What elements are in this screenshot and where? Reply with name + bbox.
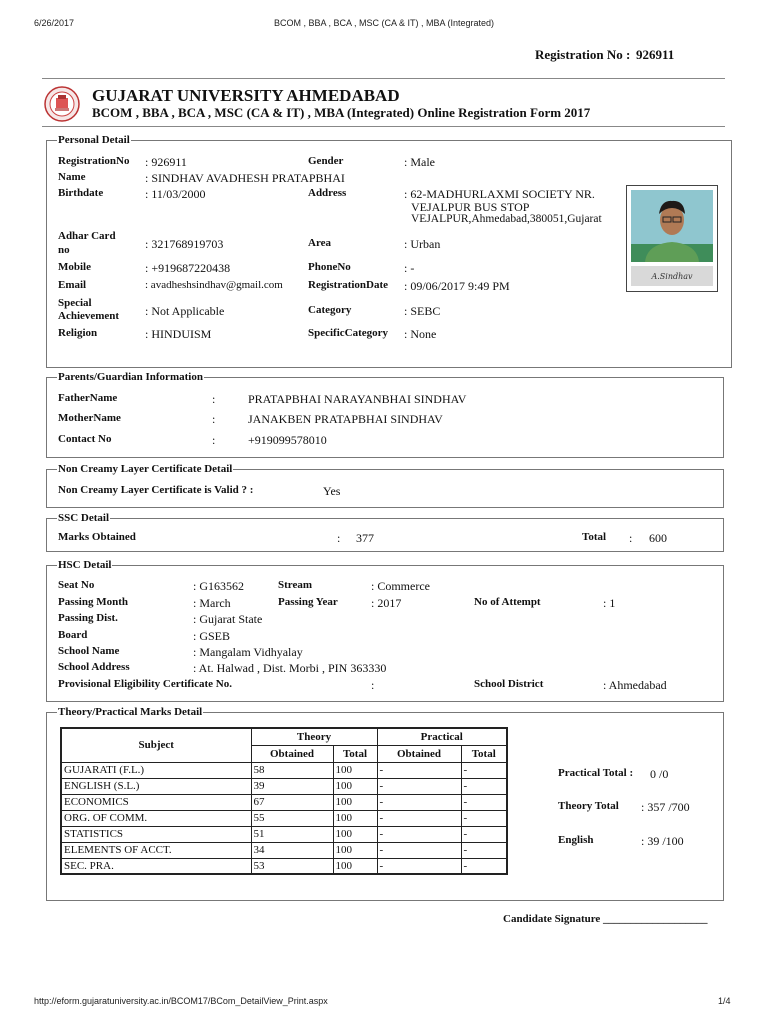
obtained-cell: 58 [251,762,333,778]
form-title: BCOM , BBA , BCA , MSC (CA & IT) , MBA (Integrated) Online Registration Form 2017 [92,105,591,120]
registration-no-label: RegistrationNo [58,155,130,167]
university-name: GUJARAT UNIVERSITY AHMEDABAD [92,86,400,105]
special-achievement-label-line-2: Achievement [58,310,120,322]
print-page-title: BCOM , BBA , BCA , MSC (CA & IT) , MBA (Integrated) [273,18,495,28]
total-cell: 100 [333,826,377,842]
contact-no-value: +919099578010 [248,433,327,447]
practical-total-cell: - [461,858,507,874]
ncl-legend: Non Creamy Layer Certificate Detail [58,463,233,475]
hsc-passing-year-value: : 2017 [371,596,402,610]
adhar-value: : 321768919703 [145,237,224,251]
hsc-provisional-label: Provisional Eligibility Certificate No. [58,678,232,690]
email-label: Email [58,279,87,291]
hsc-passing-dist-label: Passing Dist. [58,612,118,624]
obtained-cell: 34 [251,842,333,858]
hsc-seat-no-value: : G163562 [193,579,244,593]
hsc-stream-label: Stream [278,579,313,591]
total-cell: 100 [333,794,377,810]
total-cell: 100 [333,810,377,826]
mother-name-label: MotherName [58,412,121,424]
address-line-1: : 62-MADHURLAXMI SOCIETY NR. [404,187,595,201]
hsc-provisional-value: : [371,678,375,692]
ssc-marks-value: 377 [356,531,374,545]
photo-signature-text: A.Sindhav [651,272,693,281]
total-cell: 100 [333,858,377,874]
mother-name-value: JANAKBEN PRATAPBHAI SINDHAV [248,412,443,426]
candidate-photo [626,185,718,292]
category-value: : SEBC [404,304,441,318]
total-cell: 100 [333,842,377,858]
practical-total-cell: - [461,842,507,858]
table-row [61,778,507,794]
religion-value: : HINDUISM [145,327,212,341]
hsc-passing-month-label: Passing Month [58,596,128,608]
obtained-cell: 53 [251,858,333,874]
table-row [61,842,507,858]
top-registration-value: 926911 [636,47,675,62]
father-name-value: PRATAPBHAI NARAYANBHAI SINDHAV [248,392,467,406]
print-url: http://eform.gujaratuniversity.ac.in/BCOM17/BCom_DetailView_Print.aspx [34,996,328,1006]
address-line-2: VEJALPUR BUS STOP [411,200,530,214]
practical-obtained-cell: - [377,858,461,874]
parents-legend: Parents/Guardian Information [58,371,203,383]
ssc-total-value: 600 [649,531,667,545]
hsc-board-value: : GSEB [193,629,231,643]
print-date: 6/26/2017 [34,18,75,28]
ncl-valid-value: Yes [323,484,341,498]
subject-cell: GUJARATI (F.L.) [61,762,251,778]
english-total-label: English [558,834,594,846]
hsc-school-name-label: School Name [58,645,120,657]
name-label: Name [58,171,86,183]
father-name-colon: : [212,392,216,406]
area-label: Area [308,237,332,249]
gender-label: Gender [308,155,344,167]
ssc-total-label: Total [582,531,607,543]
hsc-legend: HSC Detail [58,559,112,571]
theory-obtained-header: Obtained [251,745,333,762]
total-cell: 100 [333,778,377,794]
obtained-cell: 55 [251,810,333,826]
hsc-attempt-label: No of Attempt [474,596,541,608]
registration-date-label: RegistrationDate [308,279,389,291]
practical-total-header: Total [461,745,507,762]
mobile-label: Mobile [58,261,91,273]
specific-category-value: : None [404,327,437,341]
hsc-stream-value: : Commerce [371,579,430,593]
email-value: : avadheshsindhav@gmail.com [145,279,283,291]
practical-header: Practical [377,728,507,745]
ssc-marks-label: Marks Obtained [58,531,136,543]
hsc-school-address-value: : At. Halwad , Dist. Morbi , PIN 363330 [193,661,387,675]
practical-obtained-cell: - [377,794,461,810]
practical-obtained-cell: - [377,842,461,858]
hsc-school-address-label: School Address [58,661,130,673]
father-name-label: FatherName [58,392,118,404]
birthdate-label: Birthdate [58,187,104,199]
religion-label: Religion [58,327,98,339]
hsc-passing-year-label: Passing Year [278,596,338,608]
practical-obtained-cell: - [377,810,461,826]
ncl-valid-label: Non Creamy Layer Certificate is Valid ? : [58,484,254,496]
university-logo-icon [42,86,82,122]
ssc-section [46,512,724,552]
top-registration-label: Registration No : [535,47,631,62]
marks-table [60,727,508,875]
practical-obtained-cell: - [377,762,461,778]
phone-label: PhoneNo [308,261,351,273]
table-row [61,810,507,826]
practical-total-cell: - [461,826,507,842]
title-rule [42,126,725,127]
birthdate-value: : 11/03/2000 [145,187,206,201]
ssc-legend: SSC Detail [58,512,110,524]
theory-total-value: : 357 /700 [641,800,690,814]
theory-header: Theory [251,728,377,745]
header-rule [42,78,725,79]
hsc-school-district-value: : Ahmedabad [603,678,667,692]
subject-cell: STATISTICS [61,826,251,842]
hsc-passing-month-value: : March [193,596,231,610]
category-label: Category [308,304,352,316]
total-cell: 100 [333,762,377,778]
personal-detail-legend: Personal Detail [58,134,130,146]
practical-total-cell: - [461,778,507,794]
practical-total-cell: - [461,794,507,810]
ssc-marks-colon: : [337,531,341,545]
table-row [61,762,507,778]
name-value: : SINDHAV AVADHESH PRATAPBHAI [145,171,345,185]
table-row [61,858,507,874]
subject-cell: SEC. PRA. [61,858,251,874]
english-total-value: : 39 /100 [641,834,684,848]
table-row [61,826,507,842]
candidate-signature-label: Candidate Signature ___________________ [503,913,708,925]
phone-value: : - [404,261,415,275]
print-page-number: 1/4 [718,996,731,1006]
special-achievement-label: Special [58,297,92,309]
registration-no-value: : 926911 [145,155,187,169]
gender-value: : Male [404,155,435,169]
specific-category-label: SpecificCategory [308,327,389,339]
hsc-attempt-value: : 1 [603,596,616,610]
adhar-label-line-2: no [58,244,70,256]
subject-cell: ORG. OF COMM. [61,810,251,826]
registration-date-value: : 09/06/2017 9:49 PM [404,279,510,293]
practical-obtained-cell: - [377,778,461,794]
practical-obtained-header: Obtained [377,745,461,762]
subject-cell: ENGLISH (S.L.) [61,778,251,794]
hsc-passing-dist-value: : Gujarat State [193,612,263,626]
subject-header: Subject [61,728,251,762]
practical-total-value: 0 /0 [650,767,669,781]
special-achievement-value: : Not Applicable [145,304,225,318]
theory-total-label: Theory Total [558,800,619,812]
contact-no-label: Contact No [58,433,112,445]
subject-cell: ELEMENTS OF ACCT. [61,842,251,858]
ssc-total-colon: : [629,531,633,545]
mobile-value: : +919687220438 [145,261,231,275]
address-line-3: VEJALPUR,Ahmedabad,380051,Gujarat [411,213,602,225]
table-row [61,794,507,810]
mother-name-colon: : [212,412,216,426]
contact-no-colon: : [212,433,216,447]
marks-legend: Theory/Practical Marks Detail [58,706,203,718]
practical-total-cell: - [461,810,507,826]
area-value: : Urban [404,237,441,251]
address-label: Address [308,187,347,199]
practical-total-label: Practical Total : [558,767,634,779]
subject-cell: ECONOMICS [61,794,251,810]
obtained-cell: 51 [251,826,333,842]
practical-total-cell: - [461,762,507,778]
theory-total-header: Total [333,745,377,762]
obtained-cell: 67 [251,794,333,810]
hsc-seat-no-label: Seat No [58,579,95,591]
hsc-board-label: Board [58,629,88,641]
obtained-cell: 39 [251,778,333,794]
adhar-label: Adhar Card [58,230,116,242]
hsc-school-name-value: : Mangalam Vidhyalay [193,645,303,659]
hsc-school-district-label: School District [474,678,544,690]
practical-obtained-cell: - [377,826,461,842]
